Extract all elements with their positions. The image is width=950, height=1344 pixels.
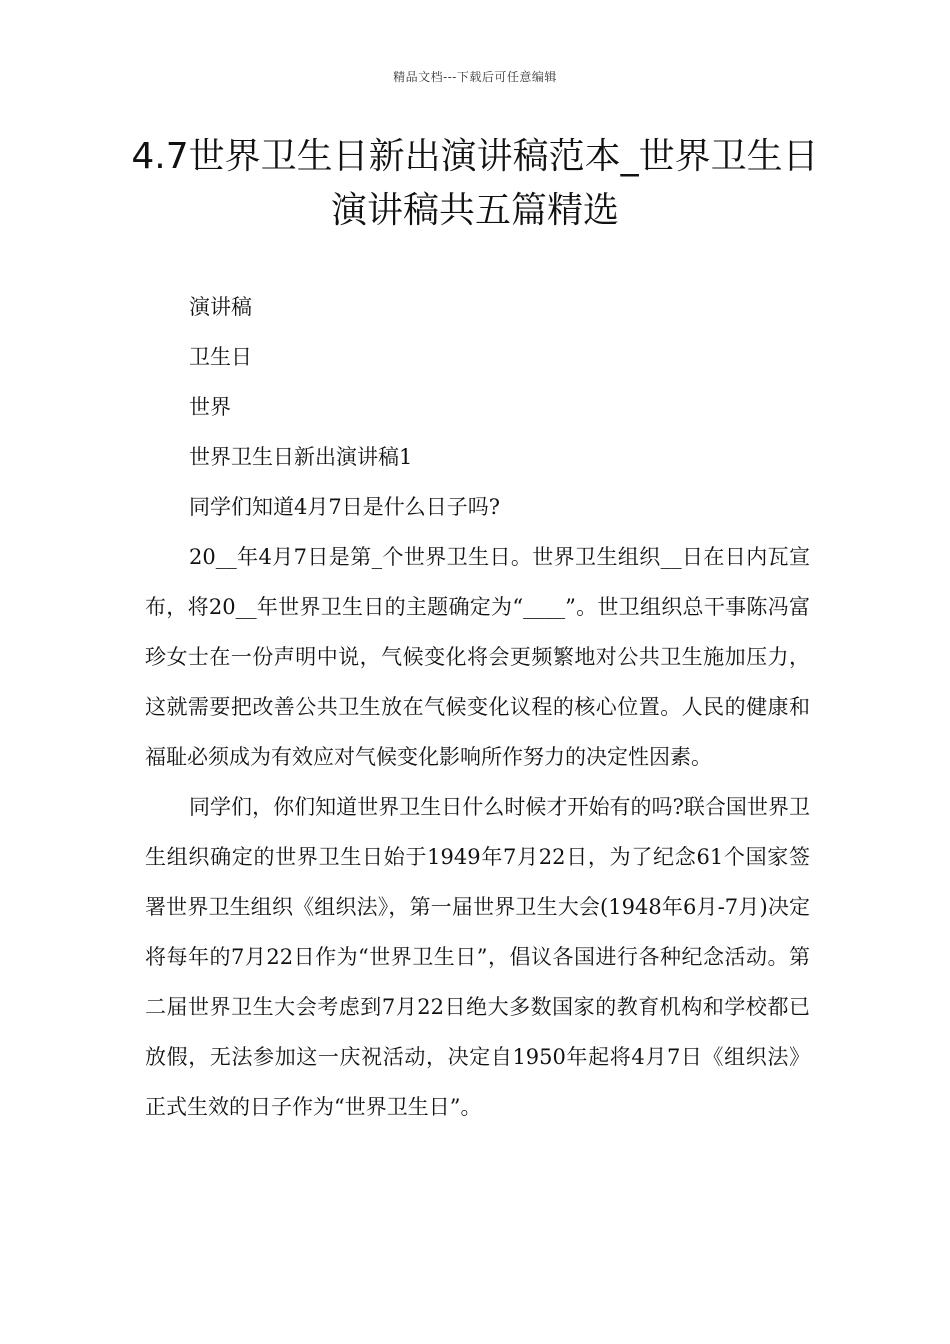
paragraph: 同学们，你们知道世界卫生日什么时候才开始有的吗?联合国世界卫生组织确定的世界卫生日始于1949年7月22日，为了纪念61个国家签署世界卫生组织《组织法》，第一届世界卫生大会(1948年6月-7月)决定将每年的7月22日作为“世界卫生日”，倡议各国进行各种纪念活动。第二届世界卫生大会考虑到7月22日绝大多数国家的教育机构和学校都已放假，无法参加这一庆祝活动，决定自1950年起将4月7日《组织法》正式生效的日子作为“世界卫生日”。	[145, 795, 810, 1119]
tag-world: 世界	[189, 395, 231, 419]
paragraph: 同学们知道4月7日是什么日子吗?	[189, 495, 500, 519]
document-body	[145, 282, 810, 1132]
paragraph: 20__年4月7日是第_个世界卫生日。世界卫生组织__日在日内瓦宣布，将20__年世界卫生日的主题确定为“____”。世卫组织总干事陈冯富珍女士在一份声明中说，气候变化将会更频繁地对公共卫生施加压力，这就需要把改善公共卫生放在气候变化议程的核心位置。人民的健康和福耻必须成为有效应对气候变化影响所作努力的决定性因素。	[145, 545, 810, 769]
tag-speech: 演讲稿	[189, 295, 252, 319]
section-heading: 世界卫生日新出演讲稿1	[189, 445, 413, 469]
document-title: 4.7世界卫生日新出演讲稿范本_世界卫生日演讲稿共五篇精选	[131, 136, 819, 231]
header-note: 精品文档---下载后可任意编辑	[393, 70, 557, 84]
tag-health-day: 卫生日	[189, 345, 252, 369]
